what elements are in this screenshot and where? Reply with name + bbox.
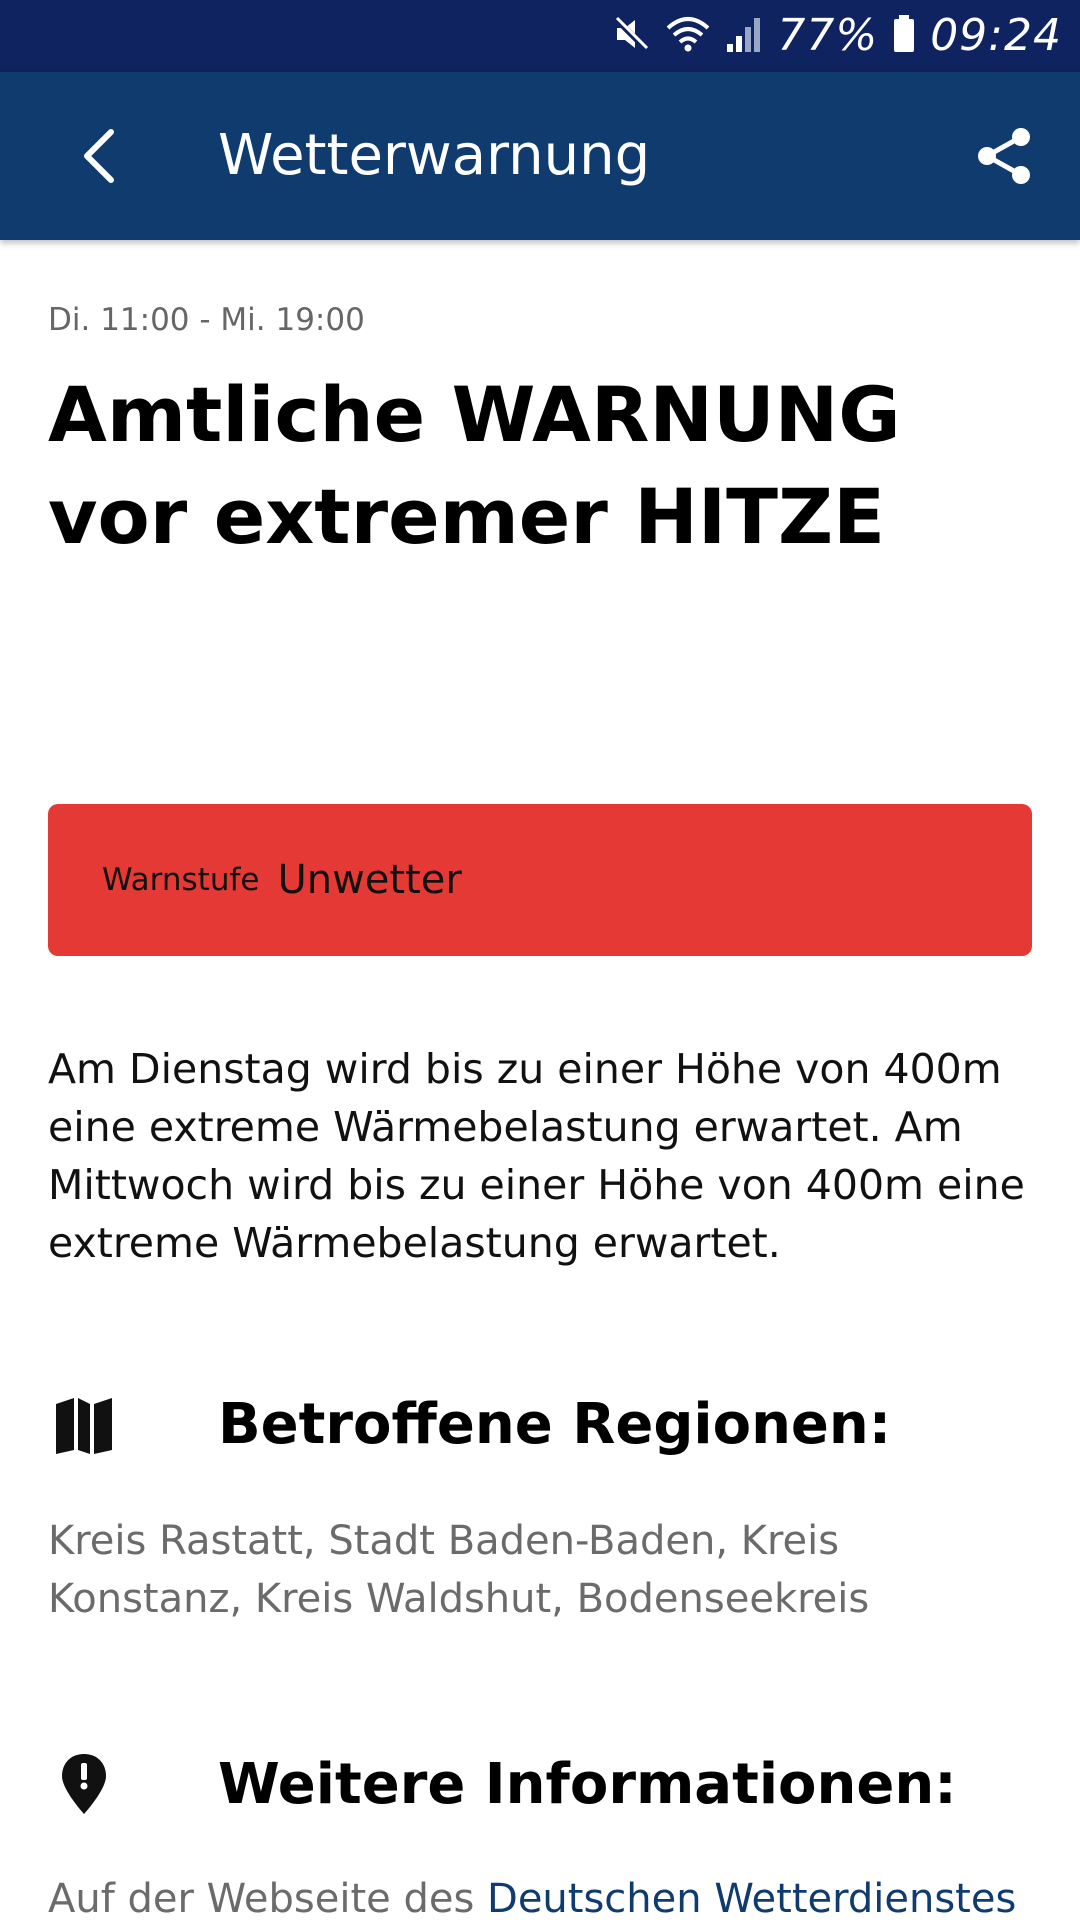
back-button[interactable]	[60, 116, 140, 196]
share-icon	[973, 125, 1035, 187]
info-text	[48, 1870, 1048, 1928]
regions-header	[48, 1380, 1032, 1470]
battery-icon	[892, 14, 916, 58]
info-text-prefix: Auf der Webseite des	[48, 1876, 488, 1922]
dwd-link[interactable]: Deutschen Wetterdienstes	[487, 1876, 1017, 1922]
clock: 09:24	[930, 10, 1062, 61]
regions-list: Kreis Rastatt, Stadt Baden-Baden, Kreis Konstanz, Kreis Waldshut, Bodenseekreis	[48, 1518, 870, 1622]
battery-percent: 77%	[777, 10, 879, 61]
info-header	[48, 1740, 1032, 1830]
wifi-icon	[665, 14, 711, 58]
share-button[interactable]	[964, 116, 1044, 196]
app-bar	[0, 72, 1080, 240]
mute-icon	[611, 14, 651, 58]
app-title: Wetterwarnung	[218, 123, 651, 188]
map-icon	[52, 1392, 116, 1456]
chevron-left-icon	[75, 126, 125, 186]
location-pin-icon	[52, 1752, 116, 1816]
warning-description: Am Dienstag wird bis zu einer Höhe von 400m eine extreme Wärmebelastung erwartet. Am Mittwoch wird bis zu einer Höhe von 400m eine extreme Wärmebelastung erwartet.	[48, 1045, 1025, 1267]
warning-level-label: Warnstufe	[102, 862, 260, 898]
warning-title: Amtliche WARNUNG vor extremer HITZE	[48, 370, 901, 561]
info-heading: Weitere Informationen:	[218, 1752, 957, 1817]
regions-heading: Betroffene Regionen:	[218, 1392, 892, 1457]
warning-level-value: Unwetter	[277, 857, 462, 903]
signal-icon	[725, 14, 763, 58]
warning-level-banner	[48, 804, 1032, 956]
time-range: Di. 11:00 - Mi. 19:00	[48, 302, 365, 338]
status-icons	[611, 0, 1062, 72]
status-bar	[0, 0, 1080, 72]
